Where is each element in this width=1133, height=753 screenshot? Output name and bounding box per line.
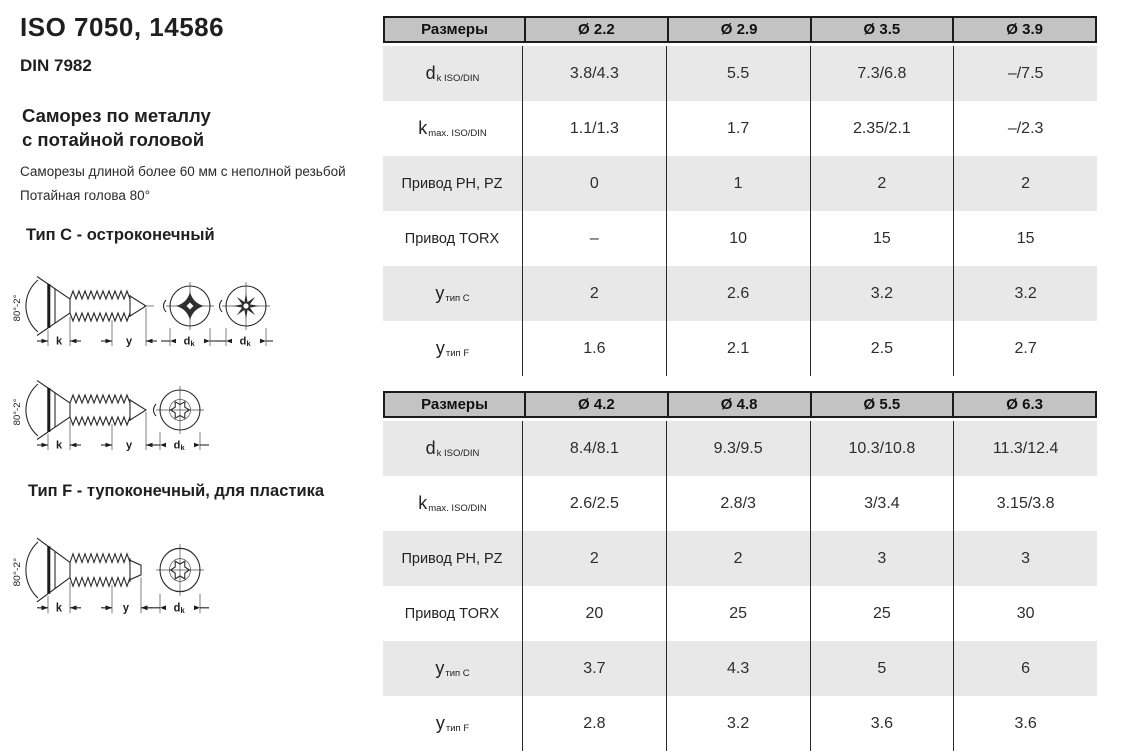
type-f-heading: Тип F - тупоконечный, для пластика <box>28 482 325 500</box>
row-label: y тип F <box>435 338 470 359</box>
value-cell: 1.1/1.3 <box>522 101 666 156</box>
dimension-k <box>37 317 81 348</box>
dimensions-table-large <box>383 391 1097 751</box>
value-cell: 3.6 <box>810 696 954 751</box>
value-cell: 2.1 <box>666 321 810 376</box>
description-line1: Саморезы длиной более 60 мм с неполной резьбой <box>20 164 346 179</box>
column-header: Ø 2.2 <box>524 18 667 41</box>
type-c-screw-drawing <box>8 256 273 356</box>
type-f-screw-drawing <box>8 516 213 624</box>
column-header: Размеры <box>421 21 488 38</box>
k-dim-label: k <box>55 335 63 348</box>
type-c-torx-drawing <box>8 360 213 460</box>
row-label: k max. ISO/DIN <box>418 118 487 139</box>
angle-label: 80°-2° <box>12 557 23 587</box>
value-cell: 30 <box>953 586 1097 641</box>
table-row-kmax <box>383 476 1097 531</box>
torx-recess-head-view <box>151 544 209 615</box>
dk-dim-sub: k <box>180 443 185 452</box>
screw-side-view <box>12 277 154 336</box>
dk-dim-sub: k <box>190 339 195 348</box>
value-cell: 11.3/12.4 <box>953 421 1097 476</box>
table-row-y-type-c <box>383 641 1097 696</box>
value-cell: 1 <box>666 156 810 211</box>
type-c-heading: Тип C - остроконечный <box>26 226 215 244</box>
dk-dim-label: d <box>173 602 181 615</box>
k-dim-label: k <box>55 439 63 452</box>
product-name <box>22 104 211 152</box>
value-cell: 3 <box>953 531 1097 586</box>
value-cell: 2.35/2.1 <box>810 101 954 156</box>
value-cell: 2 <box>810 156 954 211</box>
y-dim-label: y <box>122 602 130 615</box>
value-cell: 2 <box>953 156 1097 211</box>
table-row-drive-torx <box>383 211 1097 266</box>
value-cell: 2.5 <box>810 321 954 376</box>
table-row-y-type-f <box>383 321 1097 376</box>
value-cell: 3.2 <box>810 266 954 321</box>
value-cell: 9.3/9.5 <box>666 421 810 476</box>
dimension-y <box>101 308 157 348</box>
product-name-line1: Саморез по металлу <box>22 105 211 126</box>
column-header: Ø 3.9 <box>952 18 1095 41</box>
column-header: Ø 3.5 <box>810 18 953 41</box>
product-description <box>20 160 346 208</box>
value-cell: 2.6 <box>666 266 810 321</box>
description-line2: Потайная голова 80° <box>20 188 151 203</box>
value-cell: 3.15/3.8 <box>953 476 1097 531</box>
table-row-drive-torx <box>383 586 1097 641</box>
column-header: Ø 6.3 <box>952 393 1095 416</box>
table-row-drive-ph-pz <box>383 531 1097 586</box>
value-cell: 8.4/8.1 <box>522 421 666 476</box>
value-cell: 2 <box>666 531 810 586</box>
dk-dim-sub: k <box>180 605 185 616</box>
value-cell: 2.6/2.5 <box>522 476 666 531</box>
ph-recess-head-view <box>161 282 219 348</box>
value-cell: –/7.5 <box>953 46 1097 101</box>
din-subtitle: DIN 7982 <box>20 56 92 75</box>
column-header: Ø 4.8 <box>667 393 810 416</box>
value-cell: 3.2 <box>953 266 1097 321</box>
value-cell: 10.3/10.8 <box>810 421 954 476</box>
row-label: y тип C <box>435 283 470 304</box>
value-cell: 1.6 <box>522 321 666 376</box>
value-cell: 3.7 <box>522 641 666 696</box>
value-cell: 3.2 <box>666 696 810 751</box>
table-header-row <box>383 16 1097 43</box>
page-title: ISO 7050, 14586 <box>20 12 225 42</box>
table-header-row <box>383 391 1097 418</box>
value-cell: 3.6 <box>953 696 1097 751</box>
value-cell: 2 <box>522 266 666 321</box>
pz-recess-head-view <box>217 282 273 348</box>
table-row-dk <box>383 421 1097 476</box>
dimension-k <box>37 421 81 452</box>
value-cell: 1.7 <box>666 101 810 156</box>
row-label: Привод TORX <box>404 230 500 247</box>
column-header: Ø 4.2 <box>524 393 667 416</box>
table-row-y-type-c <box>383 266 1097 321</box>
value-cell: –/2.3 <box>953 101 1097 156</box>
value-cell: 3/3.4 <box>810 476 954 531</box>
screw-side-view <box>12 538 141 602</box>
value-cell: 3.8/4.3 <box>522 46 666 101</box>
torx-recess-head-view <box>151 386 209 452</box>
value-cell: 5 <box>810 641 954 696</box>
row-label: Привод PH, PZ <box>401 175 503 192</box>
value-cell: 20 <box>522 586 666 641</box>
value-cell: 25 <box>666 586 810 641</box>
angle-label: 80°-2° <box>12 398 23 426</box>
row-label: y тип F <box>435 713 470 734</box>
y-dim-label: y <box>125 439 133 452</box>
dk-dim-label: d <box>239 335 247 348</box>
value-cell: 2.8 <box>522 696 666 751</box>
value-cell: 3 <box>810 531 954 586</box>
row-label: y тип C <box>435 658 470 679</box>
dk-dim-label: d <box>173 439 181 452</box>
row-label: d k ISO/DIN <box>425 63 480 84</box>
row-label: d k ISO/DIN <box>425 438 480 459</box>
table-row-y-type-f <box>383 696 1097 751</box>
product-name-line2: с потайной головой <box>22 129 205 150</box>
value-cell: – <box>522 211 666 266</box>
angle-label: 80°-2° <box>12 294 23 322</box>
column-header: Ø 2.9 <box>667 18 810 41</box>
value-cell: 2.8/3 <box>666 476 810 531</box>
value-cell: 0 <box>522 156 666 211</box>
dk-dim-sub: k <box>246 339 251 348</box>
value-cell: 25 <box>810 586 954 641</box>
dimensions-table-small <box>383 16 1097 376</box>
y-dim-label: y <box>125 335 133 348</box>
dk-dim-label: d <box>183 335 191 348</box>
table-row-drive-ph-pz <box>383 156 1097 211</box>
row-label: Привод PH, PZ <box>401 550 503 567</box>
column-header: Размеры <box>421 396 488 413</box>
value-cell: 2 <box>522 531 666 586</box>
screw-side-view <box>12 381 146 440</box>
value-cell: 10 <box>666 211 810 266</box>
dimension-y <box>101 412 157 452</box>
row-label: k max. ISO/DIN <box>418 493 487 514</box>
dimension-k <box>37 582 81 615</box>
table-body <box>383 421 1097 751</box>
column-header: Ø 5.5 <box>810 393 953 416</box>
value-cell: 6 <box>953 641 1097 696</box>
row-label: Привод TORX <box>404 605 500 622</box>
table-body <box>383 46 1097 376</box>
table-row-kmax <box>383 101 1097 156</box>
value-cell: 15 <box>810 211 954 266</box>
table-row-dk <box>383 46 1097 101</box>
value-cell: 5.5 <box>666 46 810 101</box>
value-cell: 2.7 <box>953 321 1097 376</box>
value-cell: 4.3 <box>666 641 810 696</box>
value-cell: 7.3/6.8 <box>810 46 954 101</box>
value-cell: 15 <box>953 211 1097 266</box>
k-dim-label: k <box>55 602 63 615</box>
